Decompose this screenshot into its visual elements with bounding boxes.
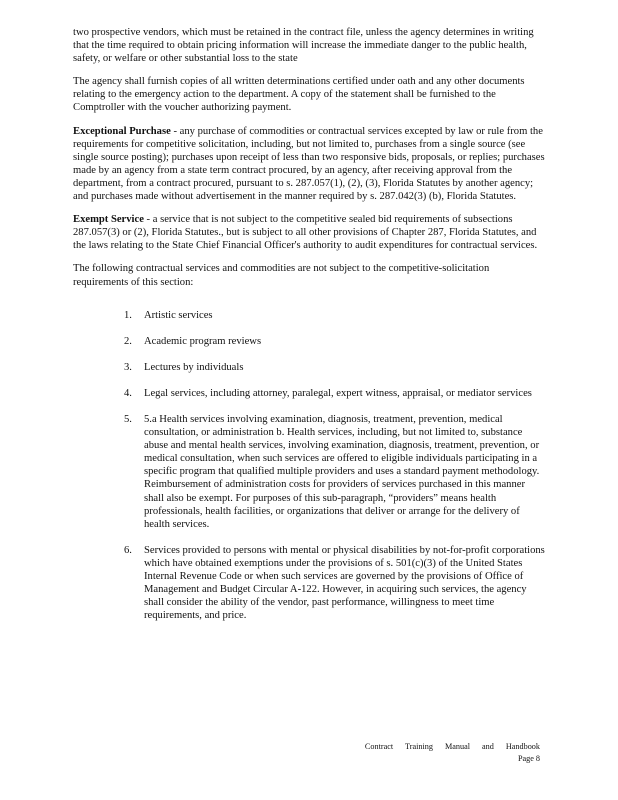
paragraph-exempt-service bbox=[73, 213, 545, 252]
definition-exempt-service: - a service that is not subject to the competitive sealed bid requirements of subsections 287.057(3) or (2), Florida Statutes., but is subject to all other provisions of Chapter 287, Florida Statutes, and the laws relating to the State Chief Financial Officer's authority to audit expenditures for contractual services. bbox=[73, 214, 538, 252]
list-item-number: 1. bbox=[124, 309, 132, 321]
list-item-text: Legal services, including attorney, paralegal, expert witness, appraisal, or mediator services bbox=[144, 387, 532, 399]
term-exceptional-purchase: Exceptional Purchase bbox=[73, 125, 171, 137]
term-exempt-service: Exempt Service bbox=[73, 214, 144, 226]
list-item-text: Services provided to persons with mental or physical disabilities by not-for-profit corporations which have obtained exemptions under the provisions of s. 501(c)(3) of the United States Internal Revenue Code or when such services are governed by the provisions of Office of Management and Budget Circular A-122. However, in acquiring such services, the agency shall consider the ability of the vendor, past performance, willingness to meet time requirements, and price. bbox=[144, 544, 545, 622]
paragraph-exceptional-purchase bbox=[73, 125, 545, 204]
list-item-text: Academic program reviews bbox=[144, 335, 262, 347]
list-item-text: Artistic services bbox=[144, 309, 213, 321]
list-item-text: 5.a Health services involving examination, diagnosis, treatment, prevention, medical consultation, or administration b. Health services, including, but not limited to, substance abuse and mental health services, involving examination, diagnosis, treatment, prevention, or medical consultation, when such services are offered to eligible individuals participating in a specific program that qualified multiple providers and uses a standard payment methodology. Reimbursement of administration costs for providers of services purchased in this manner shall also be exempt. For purposes of this sub-paragraph, “providers” means health professionals, health facilities, or organizations that deliver or arrange for the delivery of health services. bbox=[144, 413, 540, 530]
page-number: Page 8 bbox=[517, 754, 540, 763]
list-item-number: 2. bbox=[124, 335, 132, 347]
definition-exceptional-purchase: - any purchase of commodities or contractual services excepted by law or rule from the requirements for competitive solicitation, including, but not limited to, purchases from a single source (see single source posting); purchases upon receipt of less than two responsive bids, proposals, or replies; purchases made by an agency from a state term contract procured, by an agency, after receiving approval from the department, from a contract procured, pursuant to s. 287.057(1), (2), (3), Florida Statutes by another agency; and purchases made without advertisement in the manner required by s. 287.042(3) (b), Florida Statutes. bbox=[73, 125, 545, 203]
paragraph-emergency-documents: The agency shall furnish copies of all written determinations certified under oath and any other documents relating to the emergency action to the department. A copy of the statement shall be furnished to the Comptroller with the voucher authorizing payment. bbox=[73, 76, 525, 114]
document-page bbox=[73, 26, 545, 635]
list-item bbox=[124, 413, 545, 531]
paragraph-exemptions-intro: The following contractual services and commodities are not subject to the competitive-solicitation requirements of this section: bbox=[73, 263, 490, 288]
list-item bbox=[124, 387, 545, 400]
paragraph-pricing-danger: two prospective vendors, which must be retained in the contract file, unless the agency determines in writing that the time required to obtain pricing information will increase the immediate danger to the public health, safety, or welfare or other substantial loss to the state bbox=[73, 27, 534, 65]
list-item bbox=[124, 361, 545, 374]
exemption-list bbox=[73, 309, 545, 623]
list-item-text: Lectures by individuals bbox=[144, 361, 244, 373]
list-item-number: 5. bbox=[124, 413, 132, 425]
list-item bbox=[124, 335, 545, 348]
list-item bbox=[124, 544, 545, 623]
footer-title: Contract Training Manual and Handbook bbox=[364, 742, 540, 751]
page-footer bbox=[365, 741, 540, 765]
list-item-number: 6. bbox=[124, 544, 132, 556]
list-item-number: 4. bbox=[124, 387, 132, 399]
list-item-number: 3. bbox=[124, 361, 132, 373]
list-item bbox=[124, 309, 545, 322]
